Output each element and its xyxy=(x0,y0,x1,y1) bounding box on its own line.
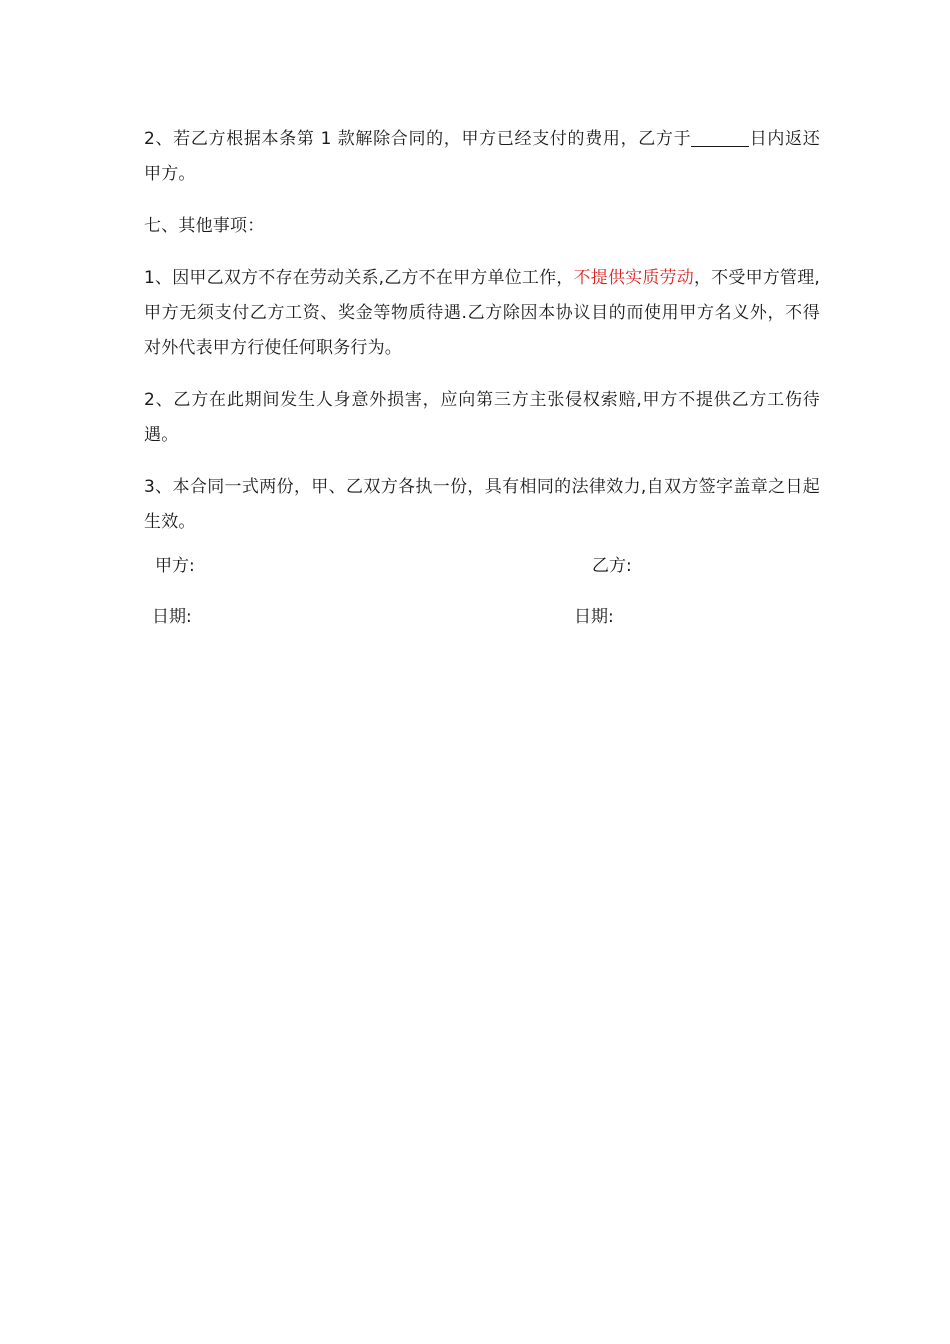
paragraph-no-labor-relation xyxy=(144,261,820,366)
paragraph-accident-injury: 2、乙方在此期间发生人身意外损害，应向第三方主张侵权索赔,甲方不提供乙方工伤待遇。 xyxy=(144,390,820,445)
highlight-no-substantive-labor: 不提供实质劳动 xyxy=(573,268,694,288)
party-b-date-label: 日期: xyxy=(574,607,614,627)
no-labor-relation-text: 1、因甲乙双方不存在劳动关系,乙方不在甲方单位工作， xyxy=(144,268,574,288)
section-heading-other-matters: 七、其他事项： xyxy=(144,216,265,236)
no-labor-relation-text-end: ，不受甲方管理,甲方无须支付乙方工资、奖金等物质待遇.乙方除因本协议目的而使用甲方名义外，不得对外代表甲方行使任何职务行为。 xyxy=(144,268,820,358)
party-b-signature-label: 乙方: xyxy=(592,556,632,576)
party-a-signature-label: 甲方: xyxy=(155,556,195,576)
paragraph-contract-copies: 3、本合同一式两份，甲、乙双方各执一份，具有相同的法律效力,自双方签字盖章之日起生效。 xyxy=(144,477,820,532)
refund-clause-text-end: 日内返还甲方。 xyxy=(144,129,820,184)
refund-days-blank xyxy=(691,128,749,147)
refund-clause-text: 2、若乙方根据本条第 1 款解除合同的，甲方已经支付的费用，乙方于 xyxy=(144,129,692,149)
paragraph-refund-clause xyxy=(144,122,820,192)
document-body xyxy=(144,122,820,557)
party-a-date-label: 日期: xyxy=(152,607,192,627)
